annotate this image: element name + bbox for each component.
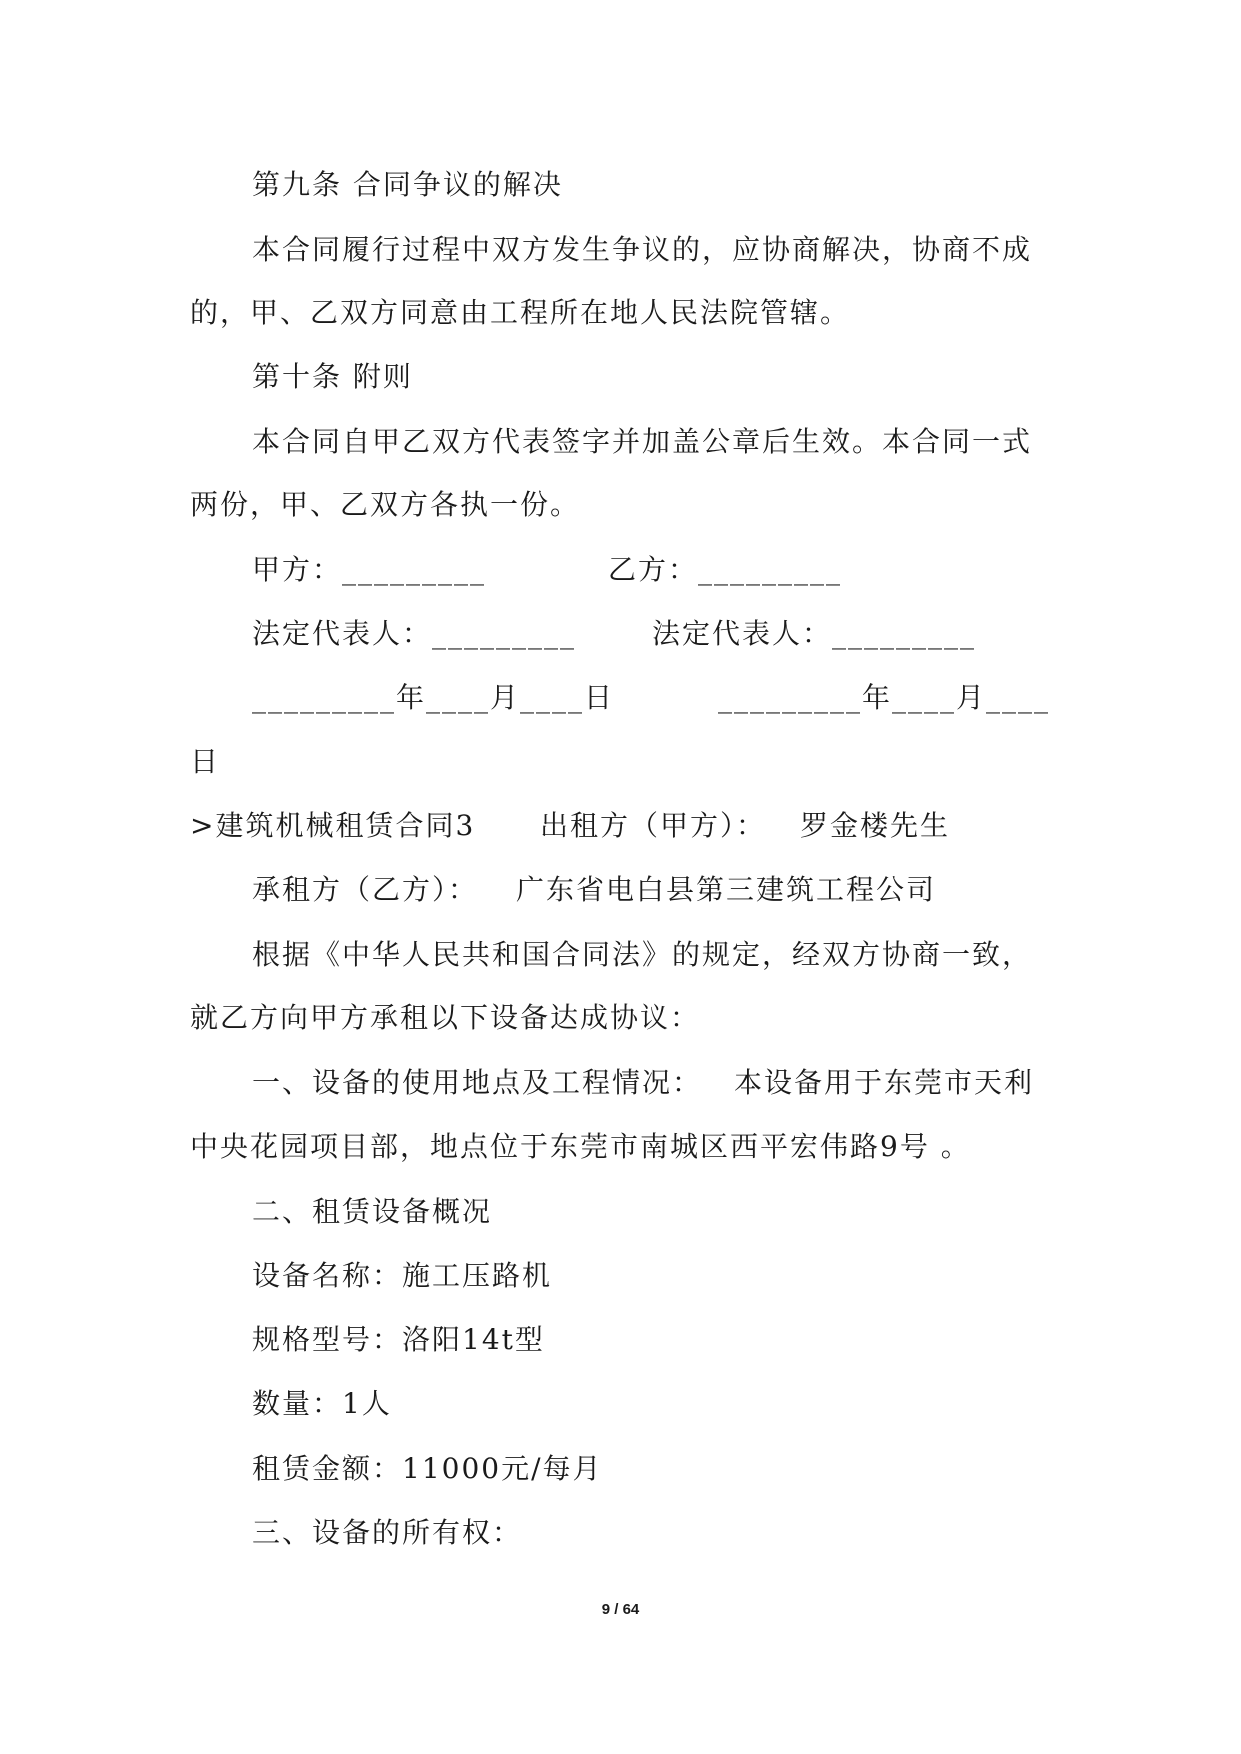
section-1-text-line-2: 中央花园项目部，地点位于东莞市南城区西平宏伟路9号 。 bbox=[190, 1130, 971, 1163]
party-a-date: _________年____月____日 bbox=[252, 681, 615, 714]
section-1-heading: 一、设备的使用地点及工程情况： bbox=[252, 1066, 703, 1099]
party-a-representative: 法定代表人：_________ bbox=[252, 617, 577, 650]
section-3-heading: 三、设备的所有权： bbox=[252, 1516, 523, 1549]
contract-3-title: >建筑机械租赁合同3 bbox=[190, 809, 476, 842]
rental-amount: 租赁金额：11000元/每月 bbox=[252, 1452, 603, 1485]
legal-basis-line-1: 根据《中华人民共和国合同法》的规定，经双方协商一致， bbox=[252, 938, 1033, 971]
section-1-text-start: 本设备用于东莞市天利 bbox=[734, 1066, 1035, 1099]
equipment-model: 规格型号：洛阳14t型 bbox=[252, 1323, 545, 1356]
equipment-quantity: 数量：1人 bbox=[252, 1387, 392, 1420]
article-9-text-line-2: 的，甲、乙双方同意由工程所在地人民法院管辖。 bbox=[190, 296, 851, 329]
party-a-signature: 甲方：_________ bbox=[252, 553, 487, 586]
page-number: 9 / 64 bbox=[601, 1601, 640, 1618]
legal-basis-line-2: 就乙方向甲方承租以下设备达成协议： bbox=[190, 1001, 701, 1034]
lessor-label: 出租方（甲方）： bbox=[540, 809, 767, 842]
equipment-name: 设备名称：施工压路机 bbox=[252, 1259, 553, 1292]
lessor-name: 罗金楼先生 bbox=[800, 809, 951, 842]
article-9-text-line-1: 本合同履行过程中双方发生争议的，应协商解决，协商不成 bbox=[252, 233, 1033, 266]
party-b-date: _________年____月____ bbox=[718, 681, 1051, 714]
lessee-label: 承租方（乙方）： bbox=[252, 873, 479, 906]
article-10-text-line-1: 本合同自甲乙双方代表签字并加盖公章后生效。本合同一式 bbox=[252, 425, 1033, 458]
article-9-heading: 第九条 合同争议的解决 bbox=[252, 168, 563, 201]
article-10-text-line-2: 两份，甲、乙双方各执一份。 bbox=[190, 488, 581, 521]
section-2-heading: 二、租赁设备概况 bbox=[252, 1195, 493, 1228]
party-b-signature: 乙方：_________ bbox=[608, 553, 843, 586]
party-b-date-day: 日 bbox=[190, 745, 221, 778]
article-10-heading: 第十条 附则 bbox=[252, 360, 413, 393]
lessee-name: 广东省电白县第三建筑工程公司 bbox=[516, 873, 937, 906]
party-b-representative: 法定代表人：_________ bbox=[652, 617, 977, 650]
